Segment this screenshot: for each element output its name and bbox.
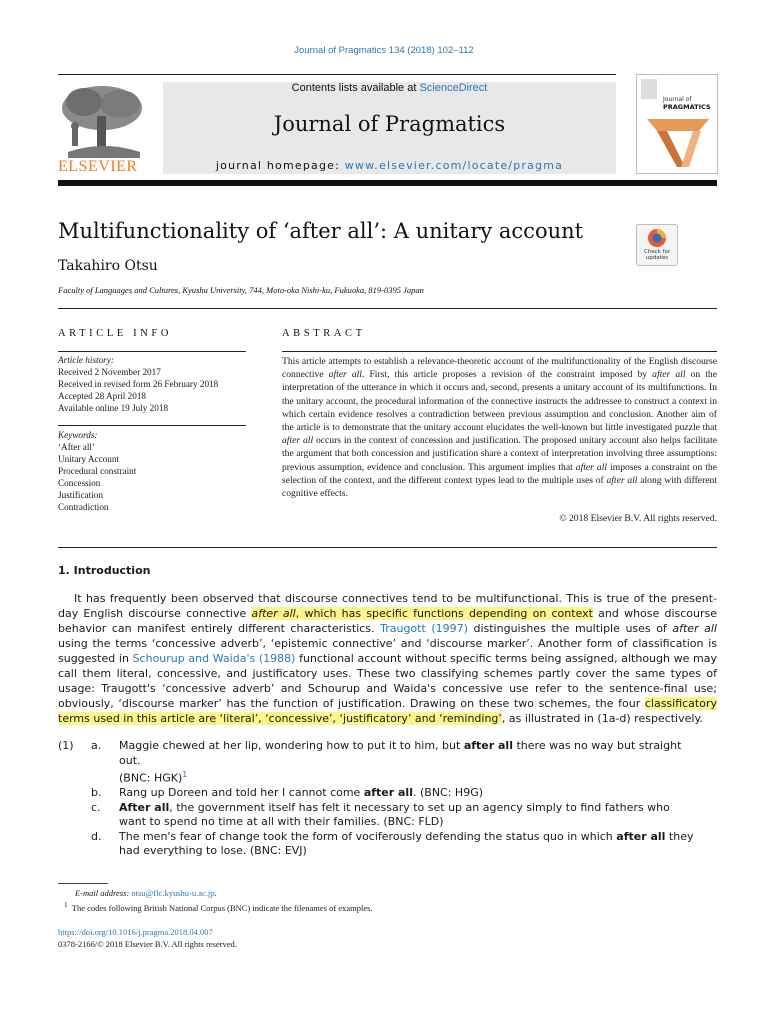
check-updates-icon xyxy=(637,225,677,249)
highlight: classificatory terms used in this article are ‘literal’, ‘concessive’, ‘justificatory’ and ‘reminding’ xyxy=(58,697,717,725)
example-d: d. The men's fear of change took the form of vociferously defending the status quo in which after all they had everything to lose. (BNC: EVJ) xyxy=(91,829,694,858)
homepage-prefix: journal homepage: xyxy=(215,159,345,172)
keyword: Contradiction xyxy=(58,502,109,512)
history-label: Article history: xyxy=(58,355,114,365)
keyword: Justification xyxy=(58,490,103,500)
journal-citation[interactable]: Journal of Pragmatics 134 (2018) 102–112 xyxy=(294,45,474,56)
citation-link-schourup[interactable]: Schourup and Waida's (1988) xyxy=(132,652,296,665)
intro-paragraph: It has frequently been observed that discourse connectives tend to be multifunctional. This is true of the present-day English discourse connective after all, which has specific functions depending on context and whose discourse behavior can manifest entirely different characteristics. Traugott (1997) distinguishes the multiple uses of after all using the terms ‘concessive adverb’, ‘epistemic connective’ and ‘discourse marker’. Another form of classification is suggested in Schourup and Waida's (1988) functional account without specific terms being assigned, although we may call them literal, concessive, and justificatory uses. These two classifying schemes partly cover the same types of usage: Traugott's ‘concessive adverb’ and Schourup and Waida's concessive use refer to the sentence-final use; obviously, ‘discourse marker’ has the function of justification. Drawing on these two schemes, the four classificatory terms used in this article are ‘literal’, ‘concessive’, ‘justificatory’ and ‘reminding’, as illustrated in (1a-d) respectively. xyxy=(58,592,718,725)
section-heading-introduction: 1. Introduction xyxy=(58,564,151,577)
article-history xyxy=(58,354,248,414)
example-letter: a. xyxy=(91,739,102,752)
history-item: Received in revised form 26 February 2018 xyxy=(58,379,219,389)
check-for-updates-button[interactable] xyxy=(636,224,678,266)
example-letter: b. xyxy=(91,786,102,800)
example-b: b. Rang up Doreen and told her I cannot come after all. (BNC: H9G) xyxy=(91,786,484,800)
citation-link-traugott[interactable]: Traugott (1997) xyxy=(380,622,468,635)
keyword: ‘After all’ xyxy=(58,442,95,452)
section-rule xyxy=(58,308,717,309)
keyword: Concession xyxy=(58,478,101,488)
email-link[interactable]: otsu@flc.kyushu-u.ac.jp xyxy=(131,888,215,898)
elsevier-wordmark: ELSEVIER xyxy=(58,158,138,175)
footnote-rule xyxy=(58,883,108,884)
example-letter: c. xyxy=(91,800,101,814)
author-email: E-mail address: otsu@flc.kyushu-u.ac.jp. xyxy=(75,888,217,898)
article-info-heading: ARTICLE INFO xyxy=(58,328,173,339)
example-letter: d. xyxy=(91,829,102,843)
abstract-rule xyxy=(282,351,717,352)
cover-title-line2: PRAGMATICS xyxy=(663,103,711,111)
contents-line xyxy=(163,82,616,94)
abstract-text: This article attempts to establish a relevance-theoretic account of the multifunctionality of the English discourse connective after all. First, this article proposes a revision of the constraint imposed by after all on the interpretation of the utterance in which it occurs and, second, presents a unitary account of its multifunctions. In the unitary account, the procedural information of the connective instructs the addressee to construct a context in which certain evidence resolves a contradiction between previous assumption and conclusion. Another aim of the article is to demonstrate that the unitary account elucidates the well-known but little investigated puzzle that after all occurs in the context of concession and justification. The proposed unitary account also helps facilitate the argument that both concession and justification share a context of interpretation involving three assumptions: previous assumption, evidence and conclusion. This argument implies that after all imposes a constraint on the selection of the context, and the different context types lead to the multiple uses of after all along with different cognitive effects. xyxy=(282,356,717,500)
keywords-list xyxy=(58,429,248,513)
homepage-link[interactable]: www.elsevier.com/locate/pragma xyxy=(344,159,564,172)
doi-link[interactable]: https://doi.org/10.1016/j.pragma.2018.04.007 xyxy=(58,927,213,937)
contents-prefix: Contents lists available at xyxy=(291,82,420,94)
highlight: after all, which has specific functions depending on context xyxy=(251,607,593,620)
example-c: c. After all, the government itself has felt it necessary to set up an agency simply to find fathers who want to spend no time at all with their families. (BNC: FLD) xyxy=(91,800,670,829)
cover-title-line1: Journal of xyxy=(663,96,692,103)
abstract-heading: ABSTRACT xyxy=(282,328,366,339)
article-title: Multifunctionality of ‘after all’: A unitary account xyxy=(58,219,584,243)
journal-title: Journal of Pragmatics xyxy=(273,112,506,136)
body-rule xyxy=(58,547,717,548)
issn-copyright: 0378-2166/© 2018 Elsevier B.V. All rights reserved. xyxy=(58,939,237,949)
keywords-rule xyxy=(58,425,246,426)
author-affiliation: Faculty of Languages and Cultures, Kyushu University, 744, Moto-oka Nishi-ku, Fukuoka, 819-0395 Japan xyxy=(58,285,424,295)
footnote-1: $^1$ The codes following British National Corpus (BNC) indicate the filenames of examples. xyxy=(64,901,373,913)
author-name: Takahiro Otsu xyxy=(58,258,158,274)
history-item: Available online 19 July 2018 xyxy=(58,403,169,413)
header-rule xyxy=(58,74,616,75)
header-thick-rule xyxy=(58,180,717,186)
example-a: (1) a. Maggie chewed at her lip, wondering how to put it to him, but after all there was no way but straight out. (BNC: HGK)$^1$ xyxy=(58,739,682,785)
example-number: (1) xyxy=(58,739,74,752)
keyword: Unitary Account xyxy=(58,454,119,464)
journal-banner xyxy=(163,82,616,174)
sciencedirect-link[interactable]: ScienceDirect xyxy=(419,82,488,94)
article-info-rule xyxy=(58,351,246,352)
history-item: Received 2 November 2017 xyxy=(58,367,161,377)
keyword: Procedural constraint xyxy=(58,466,137,476)
abstract-copyright: © 2018 Elsevier B.V. All rights reserved. xyxy=(559,513,717,524)
journal-cover[interactable] xyxy=(636,74,718,174)
homepage-line xyxy=(163,159,616,172)
check-updates-label: Check for updates xyxy=(643,249,671,261)
example-list xyxy=(58,739,717,859)
keywords-label: Keywords: xyxy=(58,430,98,440)
footnote-ref[interactable]: 1 xyxy=(182,770,188,779)
history-item: Accepted 28 April 2018 xyxy=(58,391,147,401)
